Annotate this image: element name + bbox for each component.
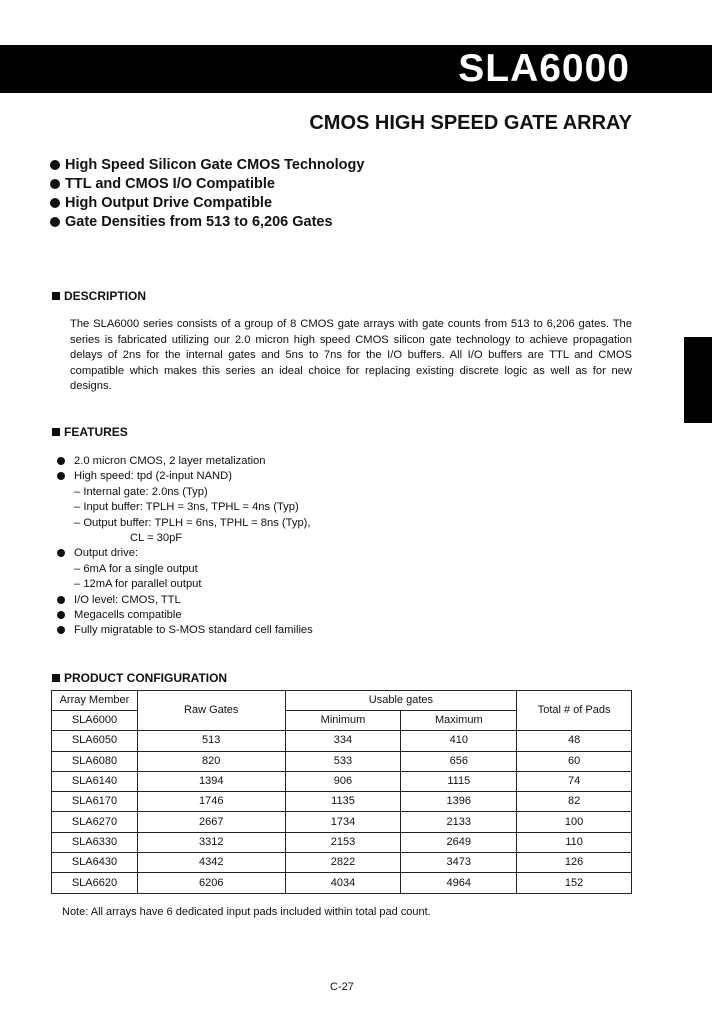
description-heading: DESCRIPTION — [52, 289, 146, 303]
total-pads-cell: 60 — [517, 751, 632, 771]
square-bullet-icon — [52, 292, 60, 300]
min-gates-cell: 533 — [285, 751, 401, 771]
features-list — [56, 454, 313, 639]
feature-item: CL = 30pF — [130, 531, 183, 544]
array-member-cell: SLA6430 — [52, 853, 138, 873]
section-tab-marker — [684, 337, 712, 423]
raw-gates-cell: 1746 — [137, 792, 285, 812]
col-header-total-pads: Total # of Pads — [517, 691, 632, 731]
max-gates-cell: 656 — [401, 751, 517, 771]
bullet-icon — [57, 596, 65, 604]
table-note: Note: All arrays have 6 dedicated input pads included within total pad count. — [62, 906, 431, 918]
product-configuration-heading: PRODUCT CONFIGURATION — [52, 671, 227, 685]
table-row — [52, 792, 632, 812]
table-row — [52, 771, 632, 791]
total-pads-cell: 110 — [517, 832, 632, 852]
array-member-cell: SLA6270 — [52, 812, 138, 832]
min-gates-cell: 1135 — [285, 792, 401, 812]
highlight-item: Gate Densities from 513 to 6,206 Gates — [48, 213, 364, 232]
max-gates-cell: 410 — [401, 731, 517, 751]
max-gates-cell: 2649 — [401, 832, 517, 852]
feature-item: – 12mA for parallel output — [74, 578, 202, 591]
highlight-item: High Output Drive Compatible — [48, 194, 364, 213]
min-gates-cell: 906 — [285, 771, 401, 791]
square-bullet-icon — [52, 428, 60, 436]
feature-item: 2.0 micron CMOS, 2 layer metalization — [56, 454, 313, 469]
array-member-cell: SLA6140 — [52, 771, 138, 791]
max-gates-cell: 2133 — [401, 812, 517, 832]
square-bullet-icon — [52, 674, 60, 682]
table-body — [52, 731, 632, 893]
min-gates-cell: 2153 — [285, 832, 401, 852]
table-header-row — [52, 691, 632, 711]
table-row — [52, 812, 632, 832]
raw-gates-cell: 2667 — [137, 812, 285, 832]
array-member-cell: SLA6330 — [52, 832, 138, 852]
highlights-list — [48, 156, 364, 232]
col-header-maximum: Maximum — [401, 711, 517, 731]
array-member-cell: SLA6050 — [52, 731, 138, 751]
array-member-cell: SLA6620 — [52, 873, 138, 893]
table-row — [52, 751, 632, 771]
raw-gates-cell: 6206 — [137, 873, 285, 893]
bullet-icon — [57, 549, 65, 557]
max-gates-cell: 1115 — [401, 771, 517, 791]
highlight-item: TTL and CMOS I/O Compatible — [48, 175, 364, 194]
feature-item: – Internal gate: 2.0ns (Typ) — [74, 485, 208, 498]
page-number: C-27 — [330, 981, 354, 993]
total-pads-cell: 48 — [517, 731, 632, 751]
bullet-icon — [50, 198, 60, 208]
raw-gates-cell: 513 — [137, 731, 285, 751]
highlight-item: High Speed Silicon Gate CMOS Technology — [48, 156, 364, 175]
table-row — [52, 731, 632, 751]
feature-item: Output drive: — [56, 546, 313, 561]
feature-item: – 6mA for a single output — [74, 562, 198, 575]
feature-item: High speed: tpd (2-input NAND) — [56, 469, 313, 484]
total-pads-cell: 152 — [517, 873, 632, 893]
bullet-icon — [57, 472, 65, 480]
page-subtitle: CMOS HIGH SPEED GATE ARRAY — [309, 112, 632, 134]
bullet-icon — [57, 626, 65, 634]
feature-item: – Input buffer: TPLH = 3ns, TPHL = 4ns (Typ) — [74, 501, 299, 514]
features-heading: FEATURES — [52, 425, 128, 439]
feature-item: Megacells compatible — [56, 608, 313, 623]
min-gates-cell: 4034 — [285, 873, 401, 893]
product-configuration-table — [51, 690, 632, 894]
raw-gates-cell: 1394 — [137, 771, 285, 791]
raw-gates-cell: 3312 — [137, 832, 285, 852]
array-member-cell: SLA6080 — [52, 751, 138, 771]
bullet-icon — [50, 179, 60, 189]
raw-gates-cell: 4342 — [137, 853, 285, 873]
table-row — [52, 853, 632, 873]
col-header-raw-gates: Raw Gates — [137, 691, 285, 731]
feature-item: I/O level: CMOS, TTL — [56, 593, 313, 608]
max-gates-cell: 3473 — [401, 853, 517, 873]
bullet-icon — [57, 457, 65, 465]
table-row — [52, 832, 632, 852]
total-pads-cell: 126 — [517, 853, 632, 873]
col-header-usable-gates: Usable gates — [285, 691, 517, 711]
min-gates-cell: 334 — [285, 731, 401, 751]
col-header-array-member: Array Member — [52, 691, 138, 711]
feature-item: – Output buffer: TPLH = 6ns, TPHL = 8ns (Typ), — [74, 516, 311, 529]
first-member-cell: SLA6000 — [52, 711, 138, 731]
feature-item: Fully migratable to S-MOS standard cell families — [56, 623, 313, 638]
bullet-icon — [50, 217, 60, 227]
col-header-minimum: Minimum — [285, 711, 401, 731]
max-gates-cell: 4964 — [401, 873, 517, 893]
max-gates-cell: 1396 — [401, 792, 517, 812]
description-text: The SLA6000 series consists of a group of 8 CMOS gate arrays with gate counts from 513 to 6,206 gates. The series is fabricated utilizing our 2.0 micron high speed CMOS silicon gate technology to achieve propagation delays of 2ns for the internal gates and 5ns to 7ns for the I/O buffers. All I/O buffers are TTL and CMOS compatible which makes this series an ideal choice for replacing existing discrete logic as well as for new designs. — [70, 318, 632, 392]
part-number: SLA6000 — [458, 47, 630, 90]
array-member-cell: SLA6170 — [52, 792, 138, 812]
title-bar — [0, 45, 712, 93]
bullet-icon — [57, 611, 65, 619]
total-pads-cell: 74 — [517, 771, 632, 791]
min-gates-cell: 2822 — [285, 853, 401, 873]
table-row — [52, 873, 632, 893]
bullet-icon — [50, 160, 60, 170]
total-pads-cell: 100 — [517, 812, 632, 832]
total-pads-cell: 82 — [517, 792, 632, 812]
min-gates-cell: 1734 — [285, 812, 401, 832]
raw-gates-cell: 820 — [137, 751, 285, 771]
